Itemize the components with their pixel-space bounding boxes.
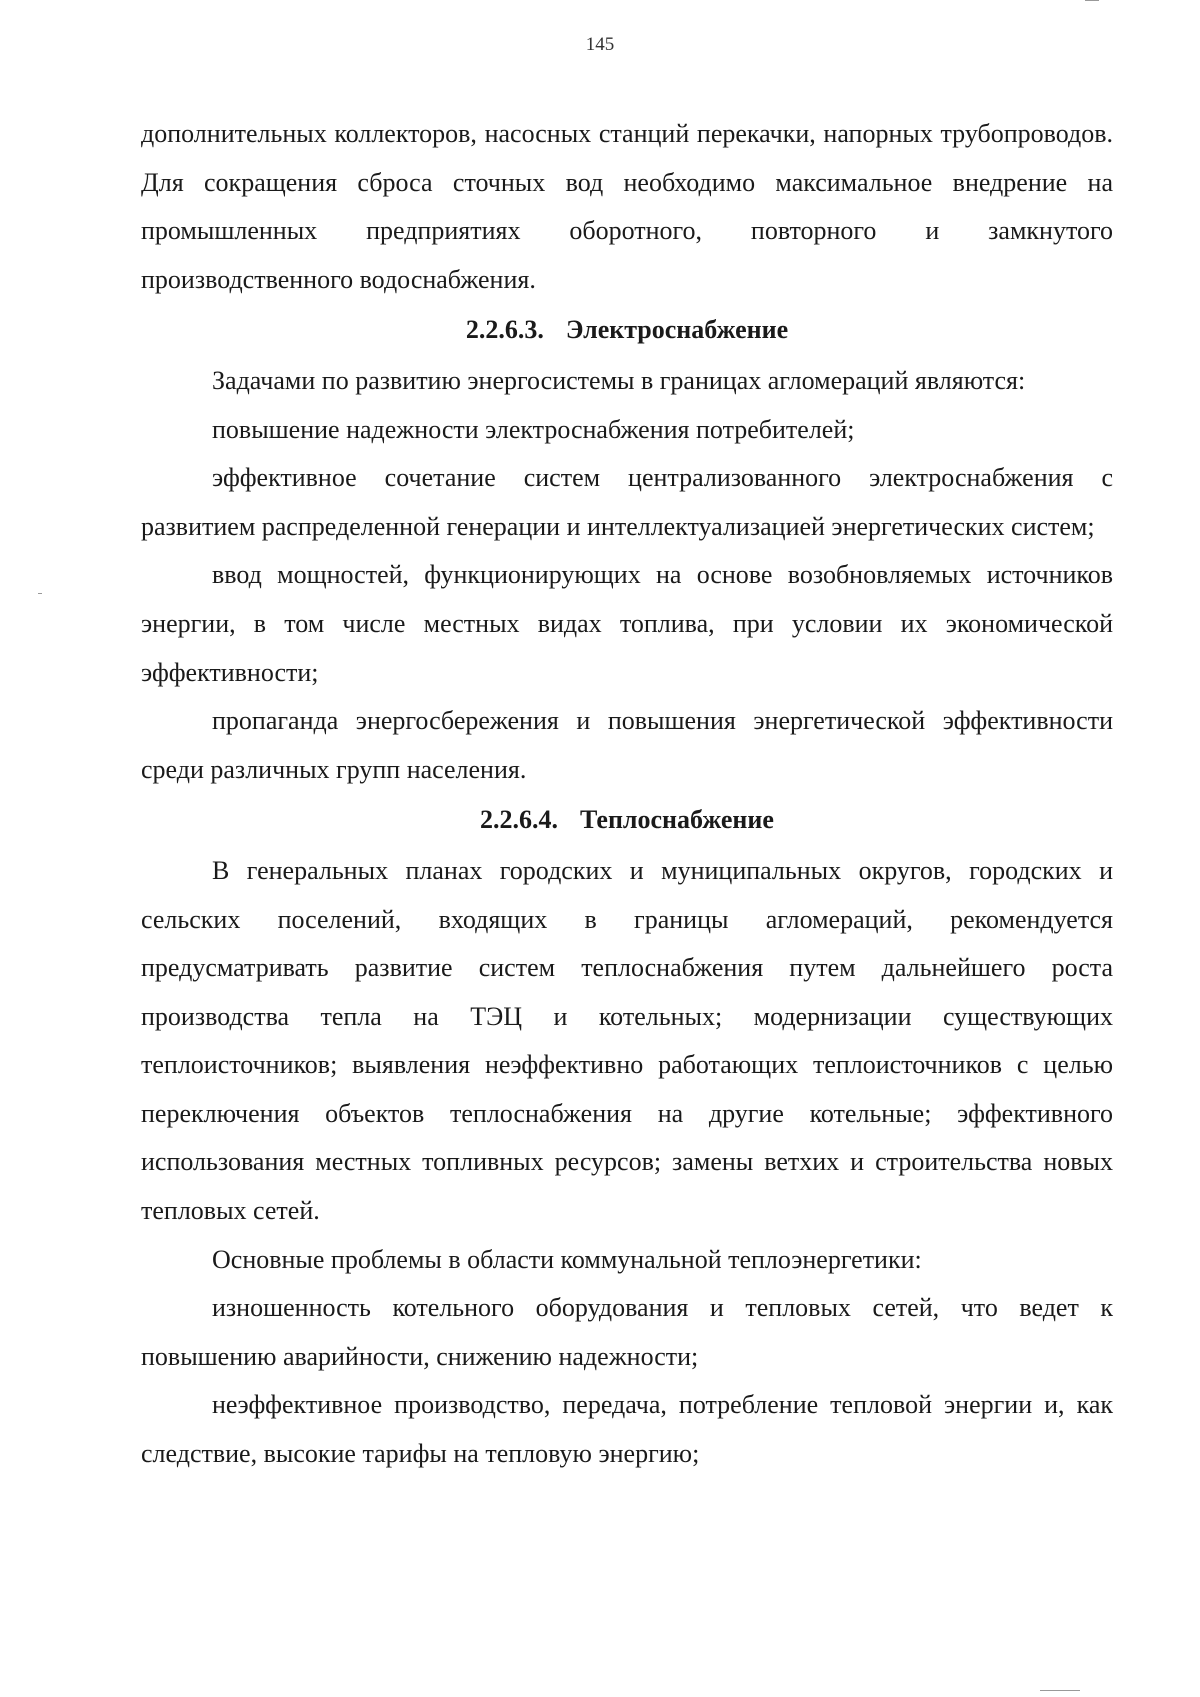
list-item-propaganda: пропаганда энергосбережения и повышения энергетической эффективности среди различных групп населения. xyxy=(141,706,1113,784)
list-item-inefficiency: неэффективное производство, передача, потребление тепловой энергии и, как следствие, высокие тарифы на тепловую энергию; xyxy=(141,1390,1113,1469)
heading-heat-supply xyxy=(141,794,1113,847)
document-body xyxy=(141,110,1113,1479)
heading-electricity-title: Электроснабжение xyxy=(565,315,789,345)
heading-electricity xyxy=(141,304,1113,357)
paragraph-problems-intro: Основные проблемы в области коммунальной теплоэнергетики: xyxy=(212,1244,922,1274)
paragraph-continuation: дополнительных коллекторов, насосных станций перекачки, напорных трубопроводов. Для сокращения сброса сточных вод необходимо максимальное внедрение на промышленных предприятиях оборотного, повторного и замкнутого производственного водоснабжения. xyxy=(141,119,1113,294)
list-item-reliability: повышение надежности электроснабжения потребителей; xyxy=(212,414,855,444)
paragraph-tasks-intro: Задачами по развитию энергосистемы в границах агломераций являются: xyxy=(212,365,1026,395)
heading-heat-supply-number: 2.2.6.4. xyxy=(480,805,559,835)
list-item-combination: эффективное сочетание систем централизованного электроснабжения с развитием распределенной генерации и интеллектуализацией энергетических систем; xyxy=(141,463,1113,541)
list-item-wear: изношенность котельного оборудования и тепловых сетей, что ведет к повышению аварийности, снижению надежности; xyxy=(141,1293,1113,1371)
scan-mark-left xyxy=(38,593,42,594)
page-number: 145 xyxy=(585,34,615,55)
paragraph-general-plans: В генеральных планах городских и муниципальных округов, городских и сельских поселений, входящих в границы агломераций, рекомендуется предусматривать развитие систем теплоснабжения путем дальнейшего роста производства тепла на ТЭЦ и котельных; модернизации существующих теплоисточников; выявления неэффективно работающих теплоисточников с целью переключения объектов теплоснабжения на другие котельные; эффективного использования местных топливных ресурсов; замены ветхих и строительства новых тепловых сетей. xyxy=(141,855,1113,1226)
scan-mark-top-right xyxy=(1085,0,1099,1)
list-item-renewables: ввод мощностей, функционирующих на основе возобновляемых источников энергии, в том числе местных видах топлива, при условии их экономической эффективности; xyxy=(141,560,1113,687)
heading-heat-supply-title: Теплоснабжение xyxy=(580,805,774,835)
heading-electricity-number: 2.2.6.3. xyxy=(465,315,544,345)
scan-mark-bottom-right xyxy=(1040,1690,1080,1691)
